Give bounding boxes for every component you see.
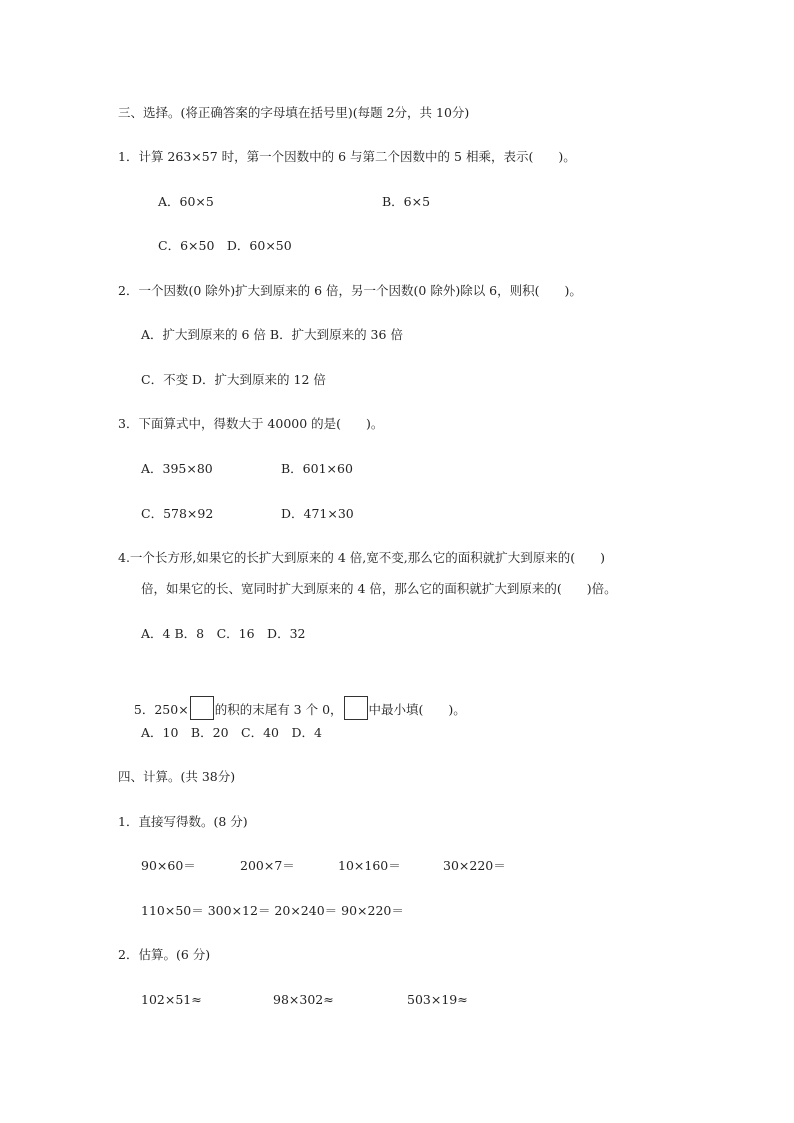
calc-1-item: 30×220＝ — [443, 858, 506, 873]
calc-2-title: 2．估算。(6 分) — [118, 947, 211, 962]
question-1-stem: 1．计算 263×57 时，第一个因数中的 6 与第二个因数中的 5 相乘，表示( )。 — [118, 149, 576, 164]
question-5-text-part3: 中最小填( )。 — [368, 702, 466, 717]
calc-1-item: 90×60＝ — [141, 858, 196, 873]
question-4-stem-line1: 4.一个长方形,如果它的长扩大到原来的 4 倍,宽不变,那么它的面积就扩大到原来的( ) — [118, 550, 606, 565]
question-3-option-c: C．578×92 — [141, 506, 214, 521]
calc-1-item: 200×7＝ — [240, 858, 295, 873]
blank-box — [344, 696, 368, 720]
question-2-options-ab: A．扩大到原来的 6 倍 B．扩大到原来的 36 倍 — [141, 327, 403, 342]
blank-box — [190, 696, 214, 720]
question-3-stem: 3．下面算式中，得数大于 40000 的是( )。 — [118, 416, 384, 431]
section-four-title: 四、计算。(共 38分) — [118, 769, 236, 784]
section-three-title: 三、选择。(将正确答案的字母填在括号里)(每题 2分，共 10分) — [118, 105, 470, 120]
question-1-options-cd: C．6×50 D．60×50 — [158, 238, 292, 253]
question-2-stem: 2．一个因数(0 除外)扩大到原来的 6 倍，另一个因数(0 除外)除以 6，则积( )。 — [118, 283, 582, 298]
question-4-stem-line2: 倍，如果它的长、宽同时扩大到原来的 4 倍，那么它的面积就扩大到原来的( )倍。 — [141, 581, 617, 596]
estimate-item: 98×302≈ — [273, 992, 334, 1007]
calc-1-item: 10×160＝ — [338, 858, 401, 873]
question-3-option-a: A．395×80 — [141, 461, 213, 476]
question-4-options: A．4 B．8 C．16 D．32 — [141, 626, 306, 641]
question-5-text-part2: 的积的末尾有 3 个 0， — [214, 702, 343, 717]
estimate-item: 102×51≈ — [141, 992, 202, 1007]
question-1-option-a: A．60×5 — [158, 194, 214, 209]
calc-1-row-2: 110×50＝ 300×12＝ 20×240＝ 90×220＝ — [141, 903, 404, 918]
estimate-item: 503×19≈ — [407, 992, 468, 1007]
question-1-option-b: B．6×5 — [382, 194, 431, 209]
question-2-options-cd: C．不变 D．扩大到原来的 12 倍 — [141, 372, 326, 387]
question-3-option-b: B．601×60 — [281, 461, 353, 476]
calc-1-title: 1．直接写得数。(8 分) — [118, 814, 248, 829]
question-3-option-d: D．471×30 — [281, 506, 354, 521]
question-5-options: A．10 B．20 C．40 D．4 — [141, 725, 322, 740]
question-5-text-part1: 5．250× — [133, 702, 189, 717]
